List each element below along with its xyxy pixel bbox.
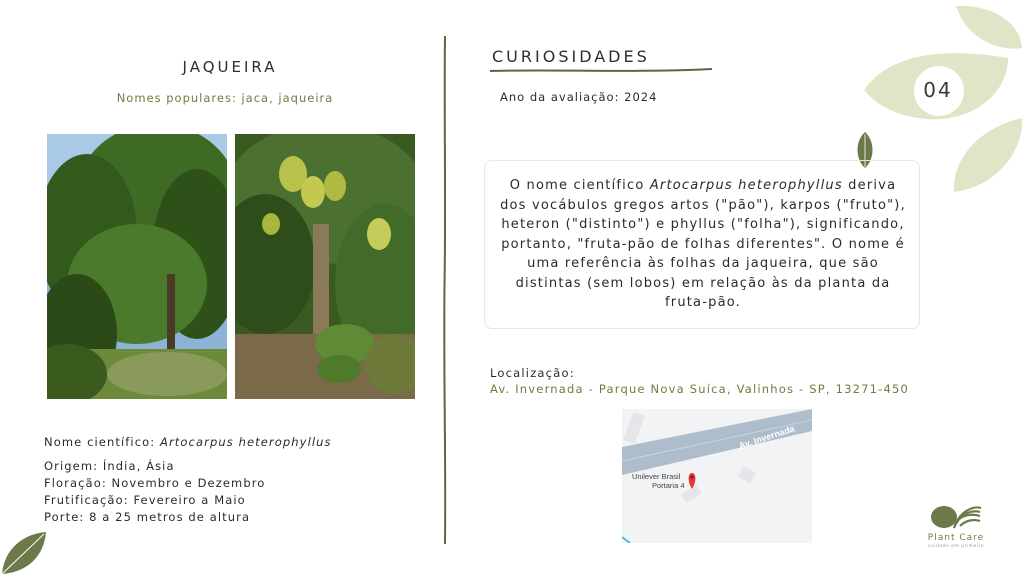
location-address: Av. Invernada - Parque Nova Suíca, Valinhos - SP, 13271-450 [490, 382, 910, 396]
curiosity-text: O nome científico Artocarpus heterophyllus deriva dos vocábulos gregos artos ("pão"), karpos ("fruto"), heteron ("distinto") e phyllus ("folha"), significando, portanto, "fruta-pão de folhas diferentes". O nome é uma referência às folhas da jaqueira, que são distintas (sem lobos) em relação às da planta da fruta-pão. [500, 178, 906, 310]
evaluation-year: Ano da avaliação: 2024 [500, 90, 658, 104]
tree-photo [47, 134, 227, 399]
map-street-label: Av. Invernada [737, 423, 796, 451]
plant-facts [44, 458, 265, 526]
scientific-name-value: Artocarpus heterophyllus [160, 435, 332, 449]
size-text: Porte: 8 a 25 metros de altura [44, 510, 251, 524]
flowering-text: Floração: Novembro e Dezembro [44, 476, 266, 490]
brand-tagline: cuidado em primeiro [927, 544, 985, 549]
leaf-icon [0, 530, 48, 576]
plant-title: JAQUEIRA [182, 58, 278, 76]
brand-name: Plant Care [927, 533, 985, 543]
scientific-name [44, 435, 332, 449]
popular-names: Nomes populares: jaca, jaqueira [116, 91, 334, 105]
location-map[interactable] [622, 409, 812, 543]
page-number: 04 [923, 78, 953, 102]
location-label: Localização: [490, 366, 575, 380]
plant-care-logo-icon [930, 502, 982, 532]
curiosities-title: CURIOSIDADES [492, 47, 650, 66]
map-place-label-2: Portaria 4 [652, 481, 685, 490]
map-place-label: Unilever Brasil [632, 472, 681, 481]
origin-text: Origem: Índia, Ásia [44, 459, 175, 473]
fruit-photo [235, 134, 415, 399]
fruiting-text: Frutificação: Fevereiro a Maio [44, 493, 246, 507]
column-divider [441, 36, 449, 544]
scientific-name-label: Nome científico: [44, 435, 156, 449]
title-underline [490, 66, 714, 76]
